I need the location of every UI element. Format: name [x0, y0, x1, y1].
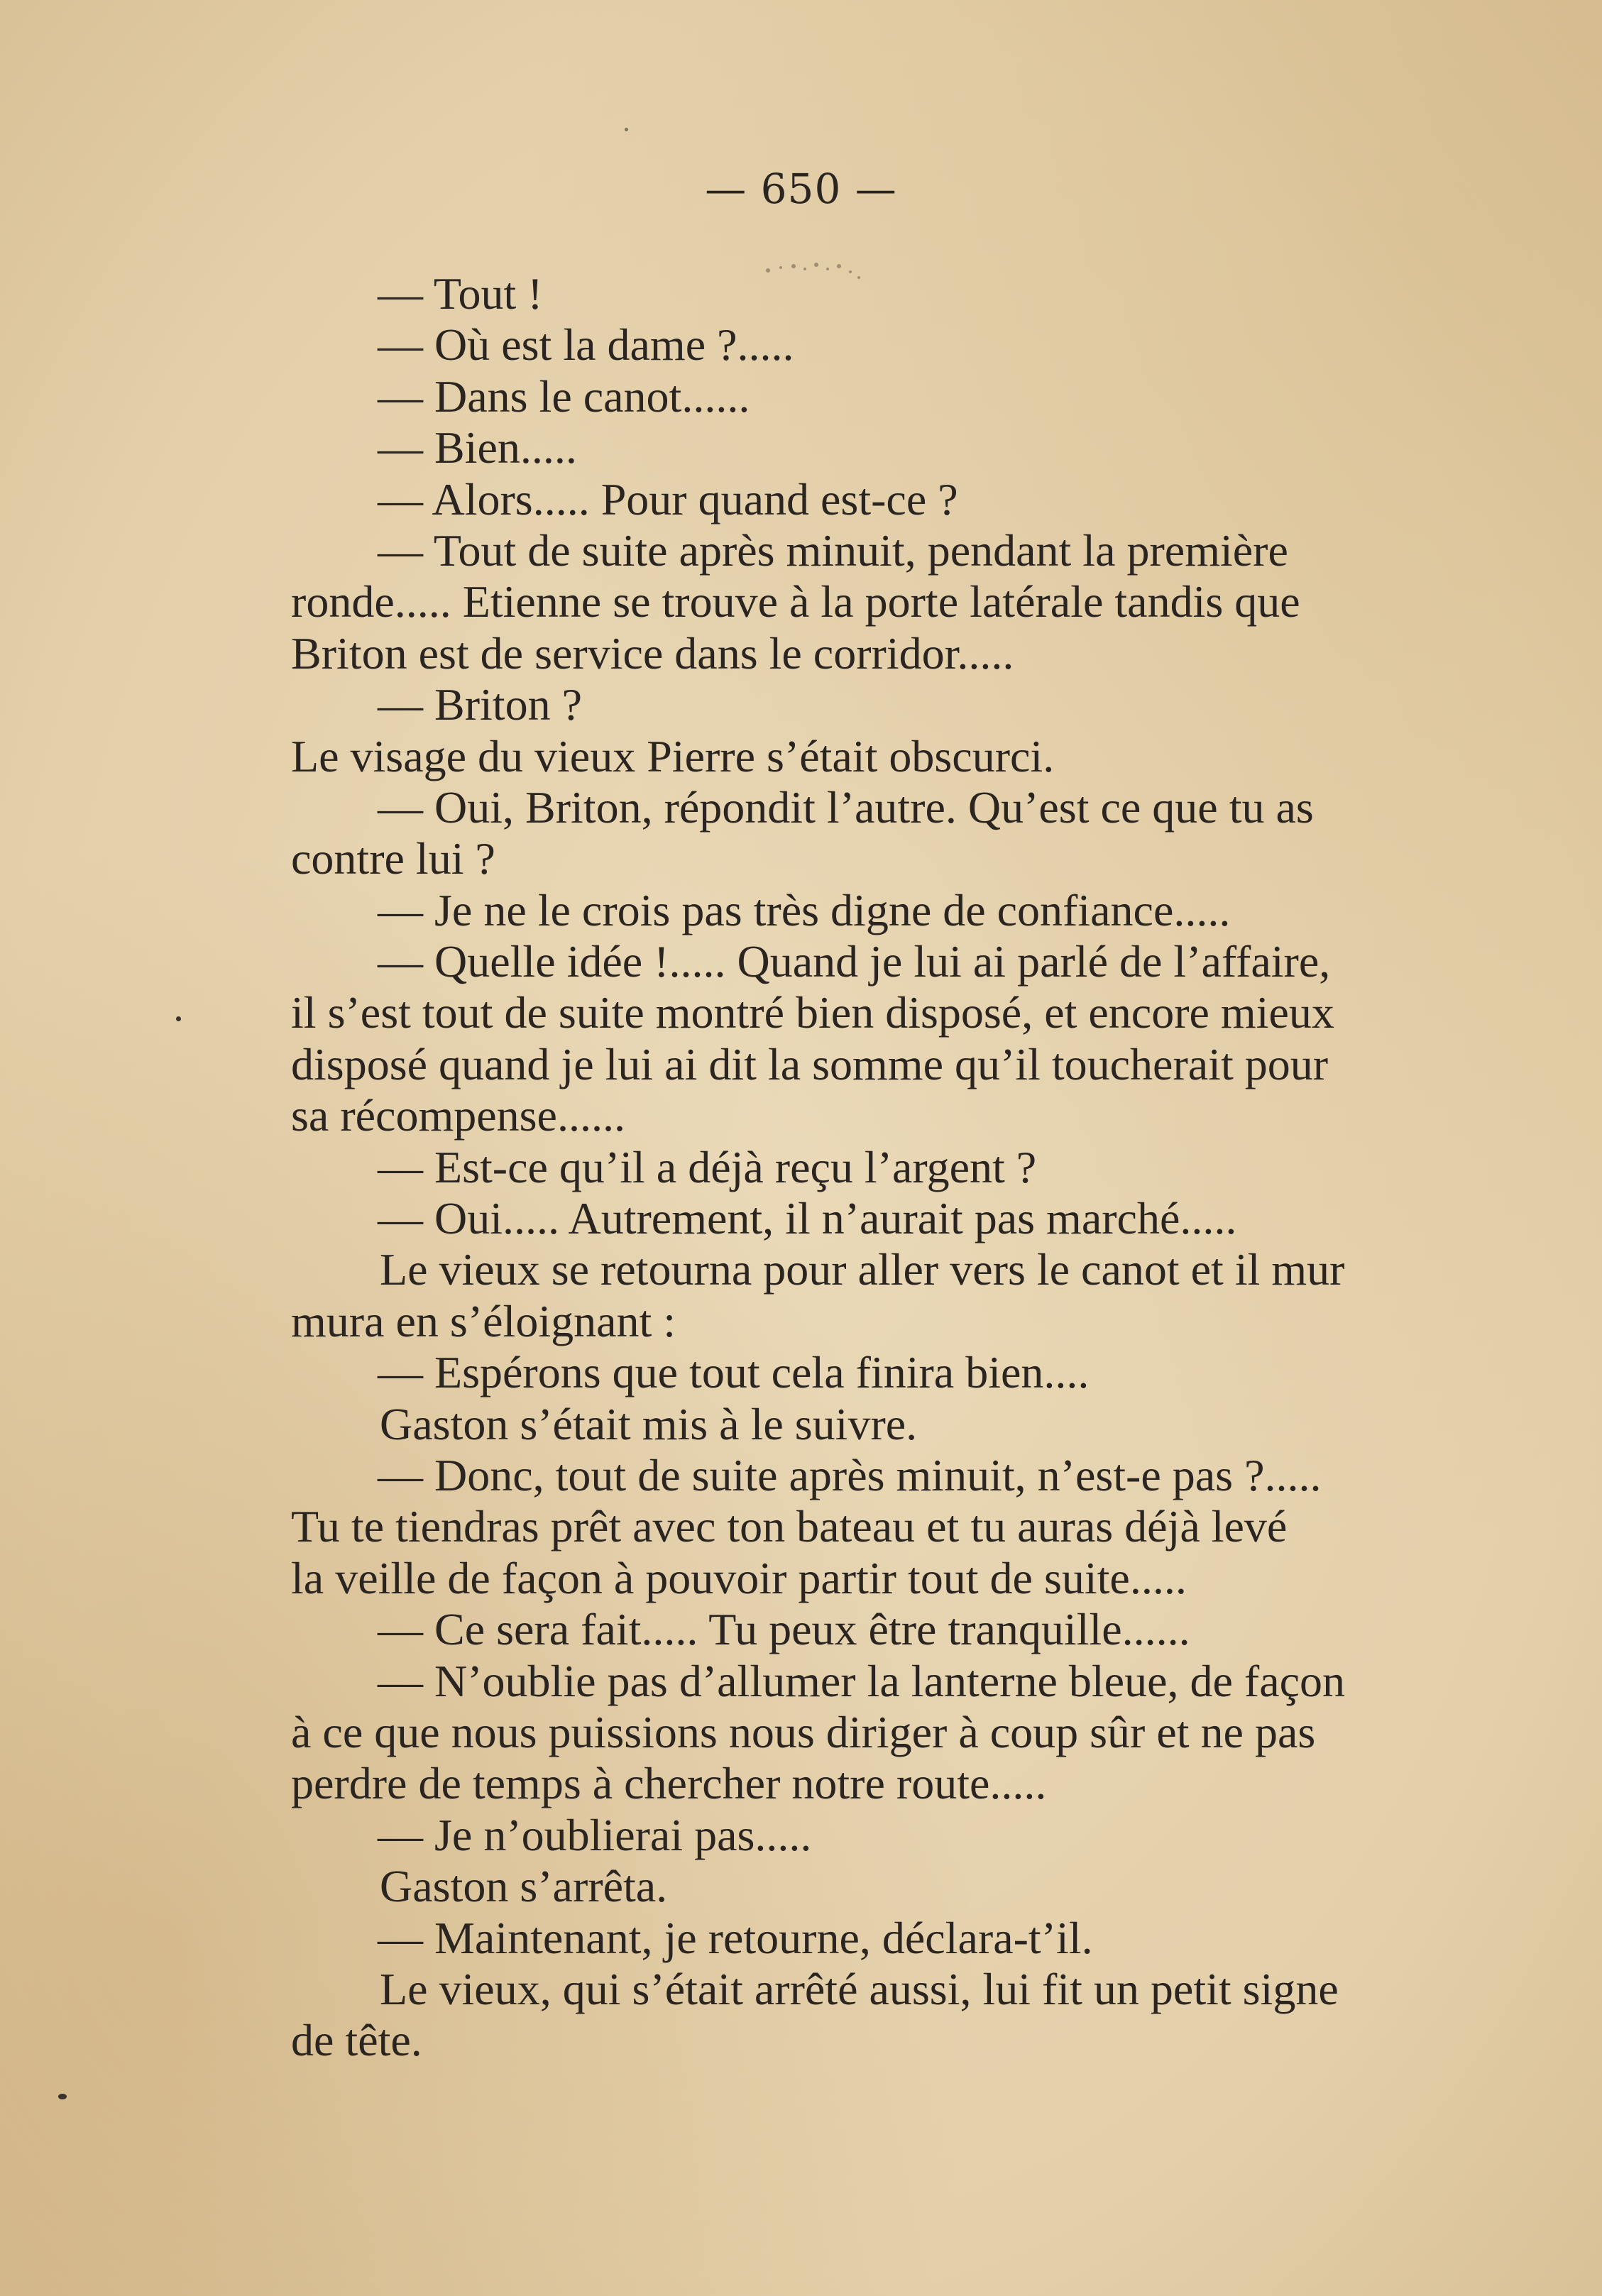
text-line: — Est-ce qu’il a déjà reçu l’argent ?	[378, 1141, 1037, 1192]
text-line: à ce que nous puissions nous diriger à coup sûr et ne pas	[291, 1706, 1316, 1757]
text-line: Gaston s’était mis à le suivre.	[380, 1398, 918, 1449]
text-line: — Maintenant, je retourne, déclara-t’il.	[378, 1912, 1093, 1963]
text-line: — Alors..... Pour quand est-ce ?	[378, 473, 958, 524]
text-line: la veille de façon à pouvoir partir tout de suite.....	[291, 1552, 1187, 1603]
text-line: Le vieux, qui s’était arrêté aussi, lui fit un petit signe	[380, 1963, 1339, 2014]
page-number: — 650 —	[705, 165, 897, 213]
text-line: — Tout !	[378, 268, 543, 319]
text-line: Le vieux se retourna pour aller vers le canot et il mur	[380, 1244, 1345, 1295]
text-line: Le visage du vieux Pierre s’était obscurci.	[291, 730, 1055, 781]
ink-speck	[176, 1016, 181, 1021]
text-line: Tu te tiendras prêt avec ton bateau et tu auras déjà levé	[291, 1501, 1288, 1552]
text-line: Gaston s’arrêta.	[380, 1861, 668, 1912]
text-line: — Je n’oublierai pas.....	[378, 1809, 812, 1860]
text-line: mura en s’éloignant :	[291, 1295, 676, 1346]
ink-speck	[625, 128, 628, 131]
text-line: sa récompense......	[291, 1090, 625, 1141]
text-line: — Oui..... Autrement, il n’aurait pas marché.....	[378, 1193, 1237, 1244]
ink-speck	[58, 2094, 67, 2099]
text-line: Briton est de service dans le corridor.....	[291, 627, 1014, 679]
text-line: — Briton ?	[378, 679, 582, 730]
text-line: — Quelle idée !..... Quand je lui ai parlé de l’affaire,	[378, 936, 1331, 987]
text-line: — Bien.....	[378, 422, 577, 473]
text-line: — Dans le canot......	[378, 370, 750, 422]
text-line: de tête.	[291, 2015, 422, 2066]
text-line: contre lui ?	[291, 833, 495, 884]
text-line: — Donc, tout de suite après minuit, n’est-e pas ?.....	[378, 1449, 1322, 1500]
text-line: ronde..... Etienne se trouve à la porte latérale tandis que	[291, 576, 1300, 627]
text-line: — Tout de suite après minuit, pendant la première	[378, 524, 1288, 576]
text-line: — Espérons que tout cela finira bien....	[378, 1347, 1090, 1398]
text-line: perdre de temps à chercher notre route.....	[291, 1758, 1047, 1809]
text-line: — Où est la dame ?.....	[378, 319, 794, 370]
text-line: — Je ne le crois pas très digne de confiance.....	[378, 884, 1231, 935]
text-line: — Oui, Briton, répondit l’autre. Qu’est ce que tu as	[378, 781, 1314, 833]
body-text	[291, 268, 1505, 2067]
text-line: — Ce sera fait..... Tu peux être tranquille......	[378, 1604, 1190, 1655]
text-line: il s’est tout de suite montré bien disposé, et encore mieux	[291, 987, 1334, 1038]
text-line: — N’oublie pas d’allumer la lanterne bleue, de façon	[378, 1655, 1345, 1706]
text-line: disposé quand je lui ai dit la somme qu’il toucherait pour	[291, 1038, 1329, 1089]
